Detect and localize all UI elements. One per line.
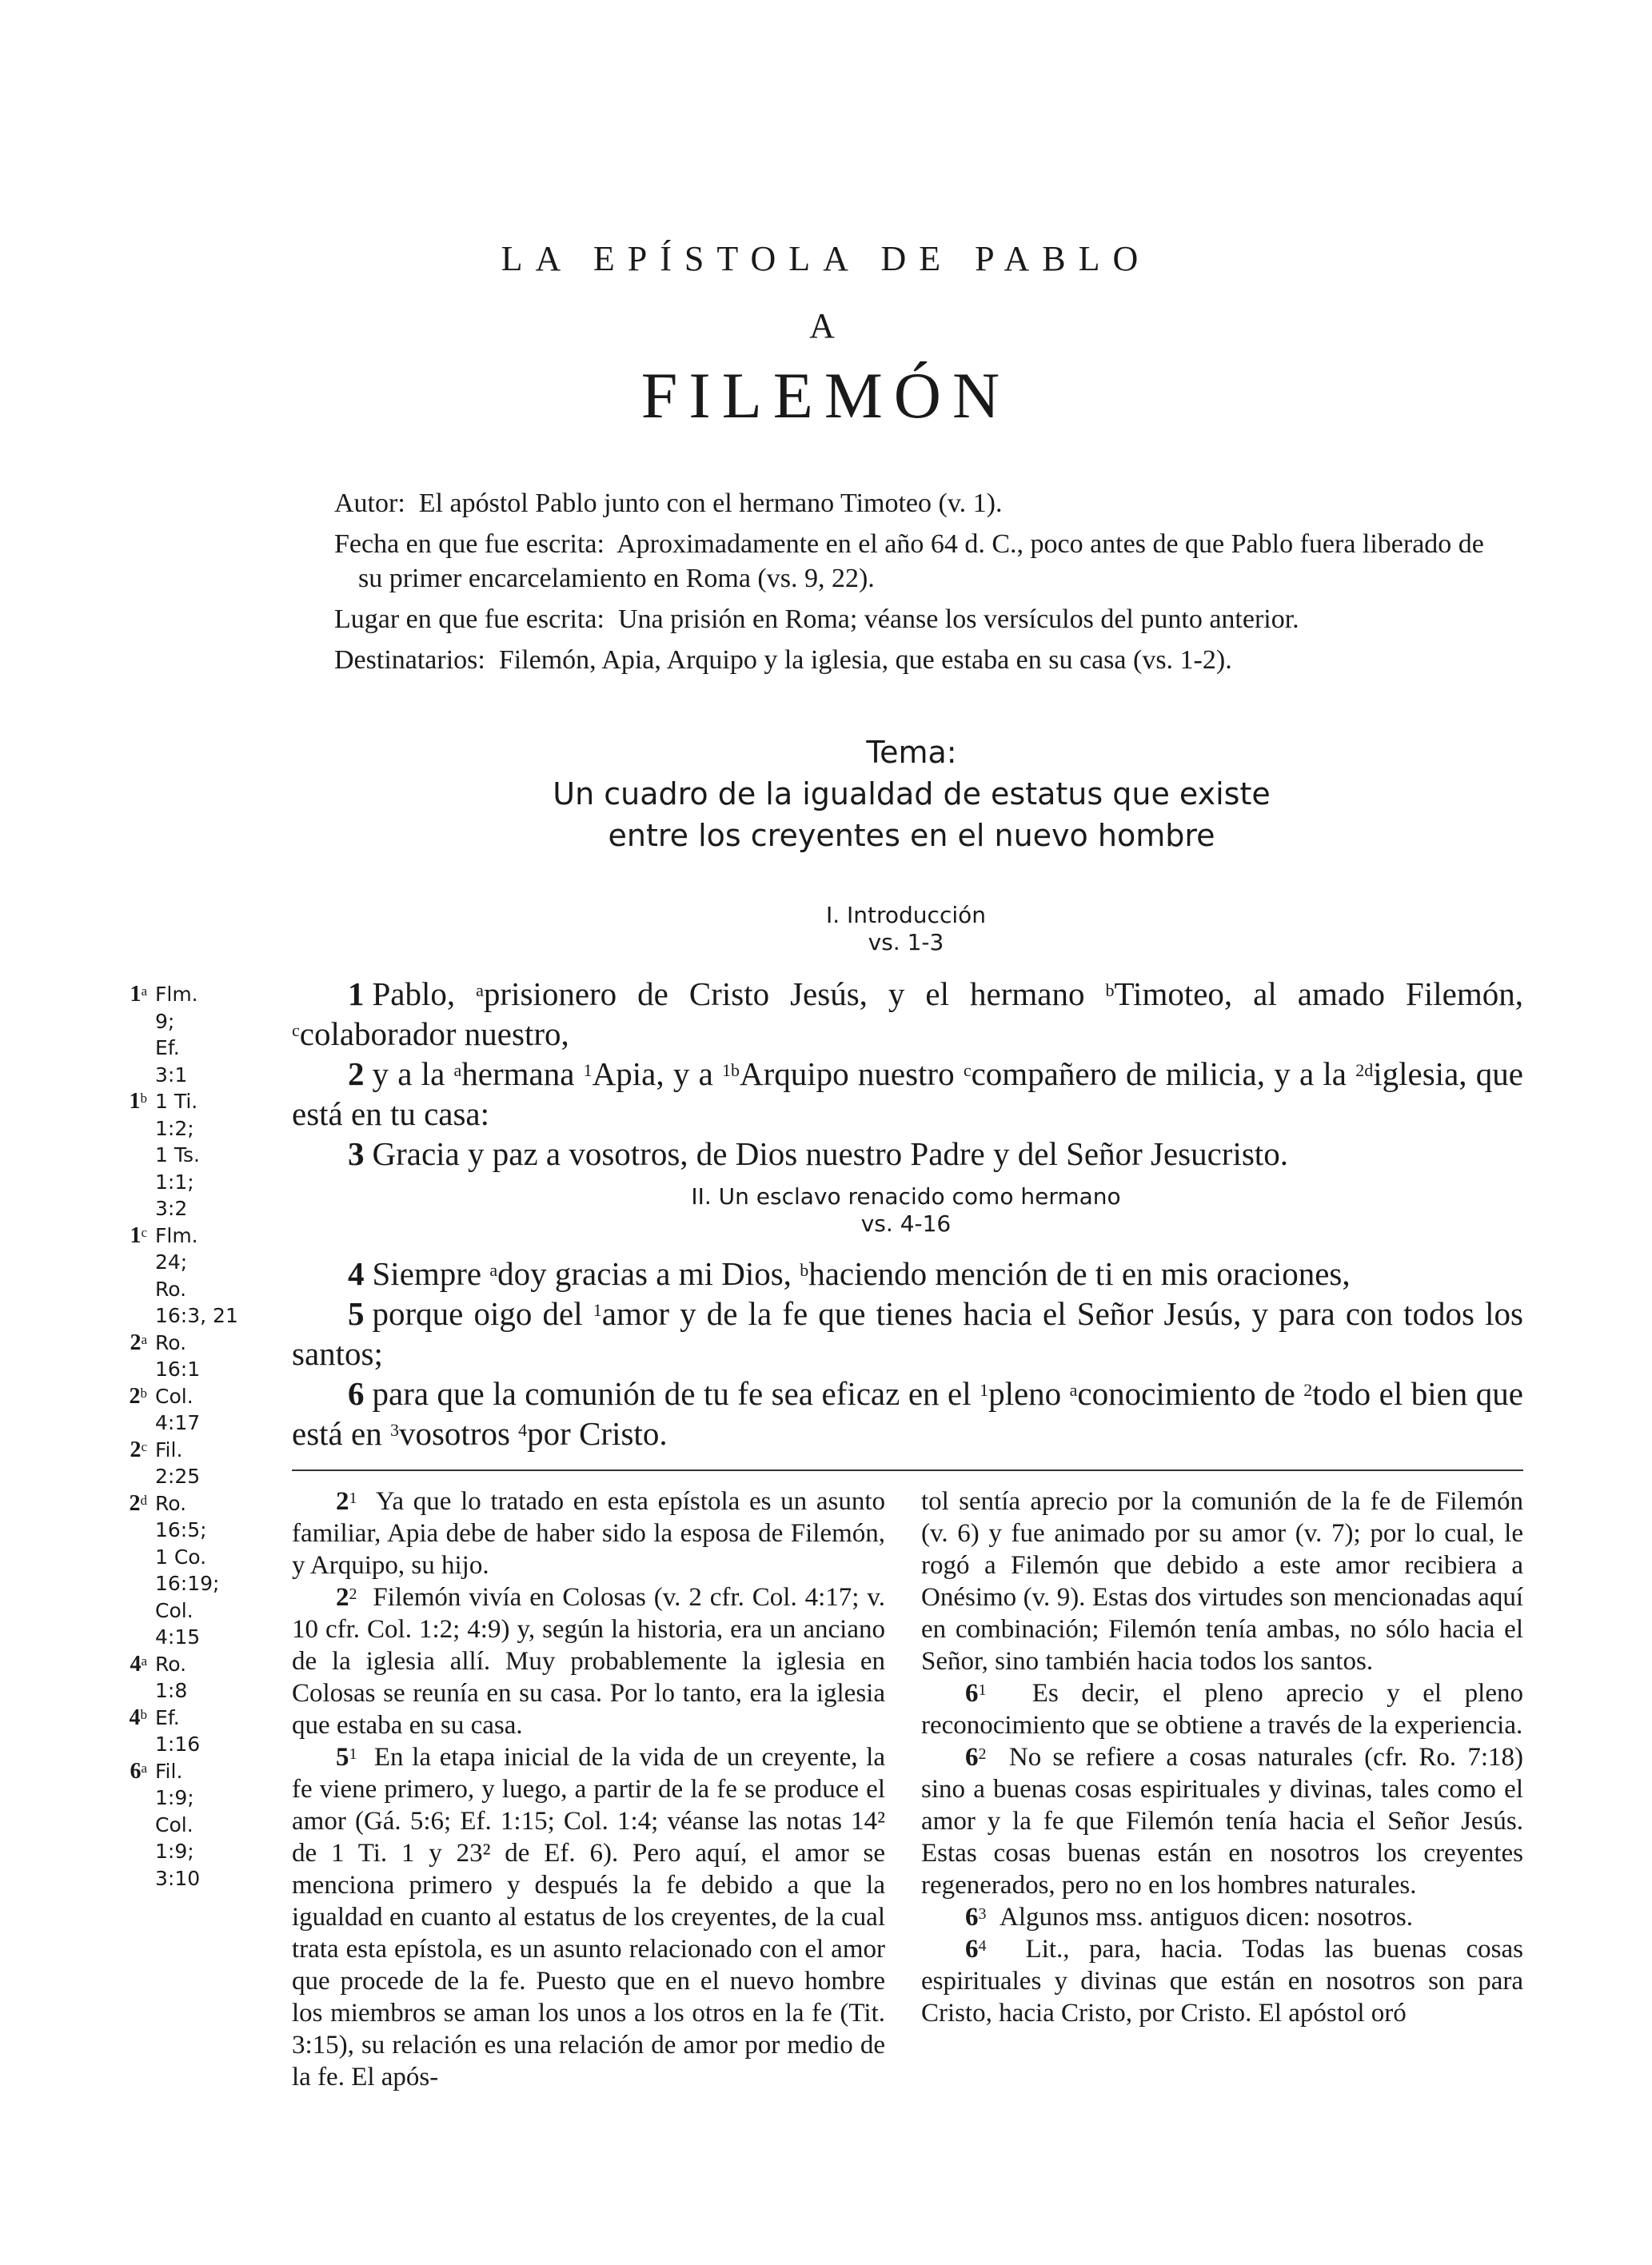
cross-reference-line: [102, 1437, 262, 1464]
footnote: [921, 1677, 1523, 1741]
theme-line: Un cuadro de la igualdad de estatus que existe: [553, 776, 1271, 811]
verse: [292, 1254, 1523, 1294]
cross-reference-letter: a: [141, 1331, 147, 1347]
verse-text: para que la comunión de tu fe sea eficaz en el: [372, 1375, 980, 1412]
verse-number: 5: [348, 1295, 365, 1332]
cross-reference-line: [102, 1517, 262, 1544]
verse-number: 4: [348, 1255, 365, 1292]
cross-reference-key: [102, 1330, 147, 1357]
reference-marker: 3: [389, 1420, 399, 1440]
cross-reference-line: [102, 1142, 262, 1169]
cross-reference-letter: b: [140, 1706, 147, 1722]
footnote-number: 4: [978, 1937, 987, 1955]
footnote-number: 3: [978, 1905, 987, 1923]
cross-reference-text: 4:17: [155, 1411, 201, 1434]
footnote-verse: 6: [965, 1743, 979, 1772]
cross-reference-text: 1 Ts.: [155, 1143, 200, 1166]
cross-reference-line: [102, 1356, 262, 1383]
reference-marker: a: [453, 1060, 462, 1080]
footnote-verse: 6: [965, 1935, 979, 1964]
reference-marker: 1b: [722, 1060, 740, 1080]
theme-line: entre los creyentes en el nuevo hombre: [608, 818, 1215, 853]
cross-reference-text: Flm.: [155, 1223, 198, 1247]
cross-reference-text: 1:2;: [155, 1116, 194, 1140]
cross-reference-line: [102, 1249, 262, 1276]
verse-text: prisionero de Cristo Jesús, y el hermano: [483, 975, 1106, 1012]
footnote-text: Es decir, el pleno aprecio y el pleno reconocimiento que se obtiene a través de la experiencia.: [921, 1679, 1523, 1740]
cross-reference-line: [102, 1302, 262, 1330]
reference-marker: 2: [1303, 1380, 1313, 1400]
intro-place: [334, 602, 1510, 636]
cross-reference-text: 3:2: [155, 1197, 188, 1220]
footnote-continuation: tol sentía aprecio por la comunión de la fe de Filemón (v. 6) y fue animado por su amor (v. 7); por lo cual, le rogó a Filemón que debido a este amor recibiera a Onésimo (v. 9). Estas dos virtudes son mencionadas aquí en combinación; Filemón tenía ambas, no sólo hacia el Señor, sino también hacia todos los santos.: [921, 1487, 1523, 1676]
cross-reference-line: [102, 1035, 262, 1062]
cross-reference-text: 24;: [155, 1250, 188, 1274]
cross-reference-text: Ro.: [155, 1330, 187, 1354]
footnote: [292, 1581, 885, 1741]
verse-text: hermana: [461, 1055, 584, 1092]
section-heading: [0, 1183, 1652, 1238]
verse: [292, 1054, 1523, 1134]
reference-marker: 4: [518, 1420, 528, 1440]
cross-reference-text: Ef.: [155, 1036, 180, 1059]
footnote-text: Ya que lo tratado en esta epístola es un asunto familiar, Apia debe de haber sido la esposa de Filemón, y Arquipo, su hijo.: [292, 1487, 885, 1580]
intro-label: Fecha en que fue escrita:: [334, 529, 605, 559]
cross-reference-line: [102, 1088, 262, 1115]
cross-reference-text: Col.: [155, 1812, 194, 1836]
cross-reference-key: [102, 1705, 147, 1732]
cross-reference-column: [102, 981, 262, 1892]
footnote-number: 1: [349, 1489, 357, 1507]
cross-reference-text: 3:10: [155, 1866, 201, 1890]
cross-reference-key: [102, 981, 147, 1008]
footnote-text: Lit., para, hacia. Todas las buenas cosas espirituales y divinas que están en nosotros son para Cristo, hacia Cristo, por Cristo. El apóstol oró: [921, 1935, 1524, 2028]
cross-reference-letter: b: [140, 1385, 147, 1401]
footnotes-column-left: [292, 1485, 885, 2093]
cross-reference-letter: a: [141, 983, 147, 999]
cross-reference-line: [102, 1838, 262, 1865]
scripture-text: [292, 974, 1523, 1174]
cross-reference-letter: c: [141, 1224, 147, 1240]
cross-reference-text: 1:16: [155, 1733, 201, 1756]
footnote-key: [336, 1487, 357, 1516]
cross-reference-line: [102, 1731, 262, 1758]
verse-text: pleno: [988, 1375, 1070, 1412]
reference-marker: c: [292, 1020, 300, 1040]
cross-reference-text: Col.: [155, 1598, 194, 1622]
intro-text: El apóstol Pablo junto con el hermano Timoteo (v. 1).: [418, 488, 1003, 518]
verse-text: Arquipo nuestro: [740, 1055, 964, 1092]
footnote-text: Filemón vivía en Colosas (v. 2 cfr. Col. 4:17; v. 10 cfr. Col. 1:2; 4:9) y, según la historia, era un anciano de la iglesia allí. Muy probablemente la iglesia en Colosas se reunía en su casa. Por lo tanto, era la iglesia que estaba en su casa.: [292, 1583, 886, 1740]
cross-reference-letter: a: [141, 1653, 147, 1669]
book-header-line: LA EPÍSTOLA DE PABLO: [501, 239, 1151, 278]
cross-reference-line: [102, 981, 262, 1008]
verse: [292, 1294, 1523, 1374]
reference-marker: b: [800, 1260, 809, 1280]
cross-reference-verse: 4: [129, 1705, 141, 1730]
cross-reference-text: Flm.: [155, 983, 198, 1006]
cross-reference-line: [102, 1008, 262, 1035]
verse-text: conocimiento de: [1077, 1375, 1304, 1412]
verse-number: 1: [348, 975, 365, 1012]
cross-reference-text: 1:9;: [155, 1840, 194, 1863]
cross-reference-verse: 1: [130, 982, 142, 1007]
intro-text: Una prisión en Roma; véanse los versículos del punto anterior.: [617, 604, 1299, 634]
verse-text: por Cristo.: [527, 1415, 668, 1452]
verse-text: porque oigo del: [372, 1295, 593, 1332]
cross-reference-text: 16:1: [155, 1358, 201, 1381]
verse-number: 6: [348, 1375, 365, 1412]
cross-reference-key: [102, 1490, 147, 1517]
footnote-text: En la etapa inicial de la vida de un creyente, la fe viene primero, y luego, a partir de la fe se produce el amor (Gá. 5:6; Ef. 1:15; Col. 1:4; véanse las notas 14² de 1 Ti. 1 y 23² de Ef. 6). Pero aquí, el amor se menciona primero y después la fe debido a que la igualdad en cuanto al estatus de los creyentes, de la cual trata esta epístola, es un asunto relacionado con el amor que procede de la fe. Puesto que en el nuevo hombre los miembros se aman los unos a los otros en la fe (Tit. 3:15), su relación es una relación de amor por medio de la fe. El após-: [292, 1743, 885, 2092]
footnote-number: 1: [349, 1745, 357, 1763]
intro-text: Filemón, Apia, Arquipo y la iglesia, que estaba en su casa (vs. 1-2).: [498, 645, 1232, 675]
cross-reference-text: 1 Co.: [155, 1545, 207, 1569]
cross-reference-verse: 1: [130, 1222, 142, 1248]
cross-reference-text: Ro.: [155, 1491, 187, 1515]
cross-reference-text: 16:3, 21: [155, 1304, 238, 1327]
cross-reference-text: 1 Ti.: [155, 1090, 198, 1113]
reference-marker: c: [963, 1060, 972, 1080]
intro-author: [334, 486, 1510, 520]
cross-reference-line: [102, 1758, 262, 1785]
cross-reference-text: Fil.: [155, 1438, 183, 1461]
footnote-verse: 6: [965, 1903, 979, 1932]
cross-reference-letter: a: [141, 1760, 147, 1776]
intro-label: Lugar en que fue escrita:: [334, 604, 605, 634]
cross-reference-text: Fil.: [155, 1759, 183, 1783]
cross-reference-line: [102, 1705, 262, 1732]
cross-reference-text: 9;: [155, 1009, 175, 1033]
cross-reference-text: 16:5;: [155, 1518, 207, 1541]
cross-reference-text: 1:1;: [155, 1170, 194, 1194]
cross-reference-verse: 2: [130, 1330, 142, 1355]
cross-reference-line: [102, 1383, 262, 1410]
reference-marker: 2d: [1355, 1060, 1374, 1080]
cross-reference-line: [102, 1544, 262, 1571]
section-heading: [0, 902, 1652, 956]
intro-text: Aproximadamente en el año 64 d. C., poco antes de que Pablo fuera liberado de su primer encarcelamiento en Roma (vs. 9, 22).: [358, 529, 1484, 593]
verse: [292, 974, 1523, 1054]
cross-reference-line: [102, 1330, 262, 1357]
verse-text: compañero de milicia, y a la: [971, 1055, 1356, 1092]
verse-text: colaborador nuestro,: [299, 1015, 569, 1052]
footnote-key: [965, 1935, 987, 1964]
cross-reference-letter: b: [140, 1091, 147, 1106]
footnotes-column-right: [921, 1485, 1523, 2029]
cross-reference-text: 2:25: [155, 1465, 201, 1488]
cross-reference-verse: 2: [129, 1490, 141, 1516]
cross-reference-line: [102, 1570, 262, 1597]
cross-reference-line: [102, 1865, 262, 1892]
footnote-key: [336, 1583, 357, 1612]
footnote: [921, 1933, 1523, 2029]
section-range: vs. 4-16: [860, 1210, 952, 1237]
footnote-number: 1: [978, 1681, 987, 1699]
cross-reference-key: [102, 1758, 147, 1785]
reference-marker: a: [476, 980, 484, 1000]
verse-number: 2: [348, 1055, 365, 1092]
verse-text: Apia, y a: [592, 1055, 722, 1092]
book-title: FILEMÓN: [640, 359, 1012, 432]
footnote-key: [965, 1743, 987, 1772]
footnote-verse: 2: [336, 1487, 349, 1516]
intro-recipients: [334, 643, 1510, 677]
footnote-text: Algunos mss. antiguos dicen: nosotros.: [1000, 1903, 1413, 1932]
verse-text: Gracia y paz a vosotros, de Dios nuestro Padre y del Señor Jesucristo.: [372, 1135, 1288, 1172]
theme-label: Tema:: [866, 735, 957, 770]
reference-marker: b: [1105, 980, 1115, 1000]
footnote: [292, 1485, 885, 1581]
verse-number: 3: [348, 1135, 365, 1172]
reference-marker: a: [489, 1260, 498, 1280]
cross-reference-line: [102, 1597, 262, 1625]
footnote: [921, 1901, 1523, 1933]
footnote-verse: 5: [336, 1743, 349, 1772]
cross-reference-text: 4:15: [155, 1625, 201, 1649]
cross-reference-text: 1:9;: [155, 1786, 194, 1809]
cross-reference-key: [102, 1437, 147, 1464]
cross-reference-verse: 6: [130, 1758, 142, 1784]
cross-reference-text: Col.: [155, 1384, 194, 1408]
cross-reference-line: [102, 1624, 262, 1651]
footnote-number: 2: [349, 1585, 357, 1603]
intro-label: Destinatarios:: [334, 645, 485, 675]
cross-reference-line: [102, 1490, 262, 1517]
cross-reference-line: [102, 1276, 262, 1303]
verse-text: vosotros: [398, 1415, 519, 1452]
verse-text: todo el bien que está en: [292, 1375, 1523, 1452]
footnote-text: No se refiere a cosas naturales (cfr. Ro. 7:18) sino a buenas cosas espirituales y divinas, tales como el amor y la fe que Filemón tenía hacia el Señor Jesús. Estas cosas buenas están en nosotros los creyentes regenerados, pero no en los hombres naturales.: [921, 1743, 1523, 1900]
cross-reference-text: 3:1: [155, 1063, 188, 1087]
reference-marker: 1: [593, 1300, 602, 1320]
cross-reference-text: Ef.: [155, 1705, 180, 1729]
reference-marker: 1: [980, 1380, 989, 1400]
cross-reference-text: 16:19;: [155, 1572, 220, 1595]
cross-reference-verse: 1: [129, 1089, 141, 1114]
section-title: I. Introducción: [825, 902, 987, 928]
verse-text: doy gracias a mi Dios,: [497, 1255, 800, 1292]
cross-reference-line: [102, 1410, 262, 1437]
cross-reference-key: [102, 1651, 147, 1678]
cross-reference-text: Ro.: [155, 1652, 187, 1676]
verse-text: Timoteo, al amado Filemón,: [1114, 975, 1523, 1012]
intro-date: [334, 527, 1510, 596]
cross-reference-line: [102, 1651, 262, 1678]
cross-reference-line: [102, 1812, 262, 1839]
footnote-number: 2: [978, 1745, 987, 1763]
footnote-key: [336, 1743, 357, 1772]
footnote: [292, 1741, 885, 2093]
footnote-key: [965, 1903, 987, 1932]
theme-block: [304, 732, 1519, 856]
cross-reference-line: [102, 1115, 262, 1142]
verse: [292, 1134, 1523, 1174]
cross-reference-line: [102, 1784, 262, 1812]
reference-marker: a: [1069, 1380, 1078, 1400]
reference-marker: 1: [583, 1060, 593, 1080]
cross-reference-verse: 4: [130, 1651, 142, 1677]
cross-reference-verse: 2: [130, 1437, 142, 1462]
cross-reference-line: [102, 1677, 262, 1705]
cross-reference-verse: 2: [129, 1383, 141, 1409]
book-header-preposition: A: [809, 306, 843, 345]
cross-reference-letter: c: [141, 1438, 147, 1454]
cross-reference-line: [102, 1062, 262, 1089]
cross-reference-key: [102, 1088, 147, 1115]
cross-reference-letter: d: [140, 1492, 147, 1508]
footnote-key: [965, 1679, 987, 1708]
footnote-divider: [292, 1469, 1523, 1471]
verse-text: Siempre: [372, 1255, 490, 1292]
verse-text: y a la: [372, 1055, 454, 1092]
cross-reference-key: [102, 1383, 147, 1410]
scripture-text: [292, 1254, 1523, 1454]
book-intro: [334, 486, 1510, 684]
section-title: II. Un esclavo renacido como hermano: [691, 1183, 1121, 1210]
verse-text: Pablo,: [372, 975, 477, 1012]
verse-text: amor y de la fe que tienes hacia el Señor Jesús, y para con todos los santos;: [292, 1295, 1523, 1372]
verse: [292, 1374, 1523, 1454]
verse-text: haciendo mención de ti en mis oraciones,: [808, 1255, 1351, 1292]
cross-reference-text: Ro.: [155, 1277, 187, 1301]
verse-text: iglesia, que está en tu casa:: [292, 1055, 1523, 1132]
footnote-verse: 2: [336, 1583, 349, 1612]
section-range: vs. 1-3: [868, 929, 944, 955]
footnote-verse: 6: [965, 1679, 979, 1708]
intro-label: Autor:: [334, 488, 405, 518]
cross-reference-text: 1:8: [155, 1679, 188, 1702]
cross-reference-line: [102, 1463, 262, 1490]
footnote: [921, 1741, 1523, 1901]
